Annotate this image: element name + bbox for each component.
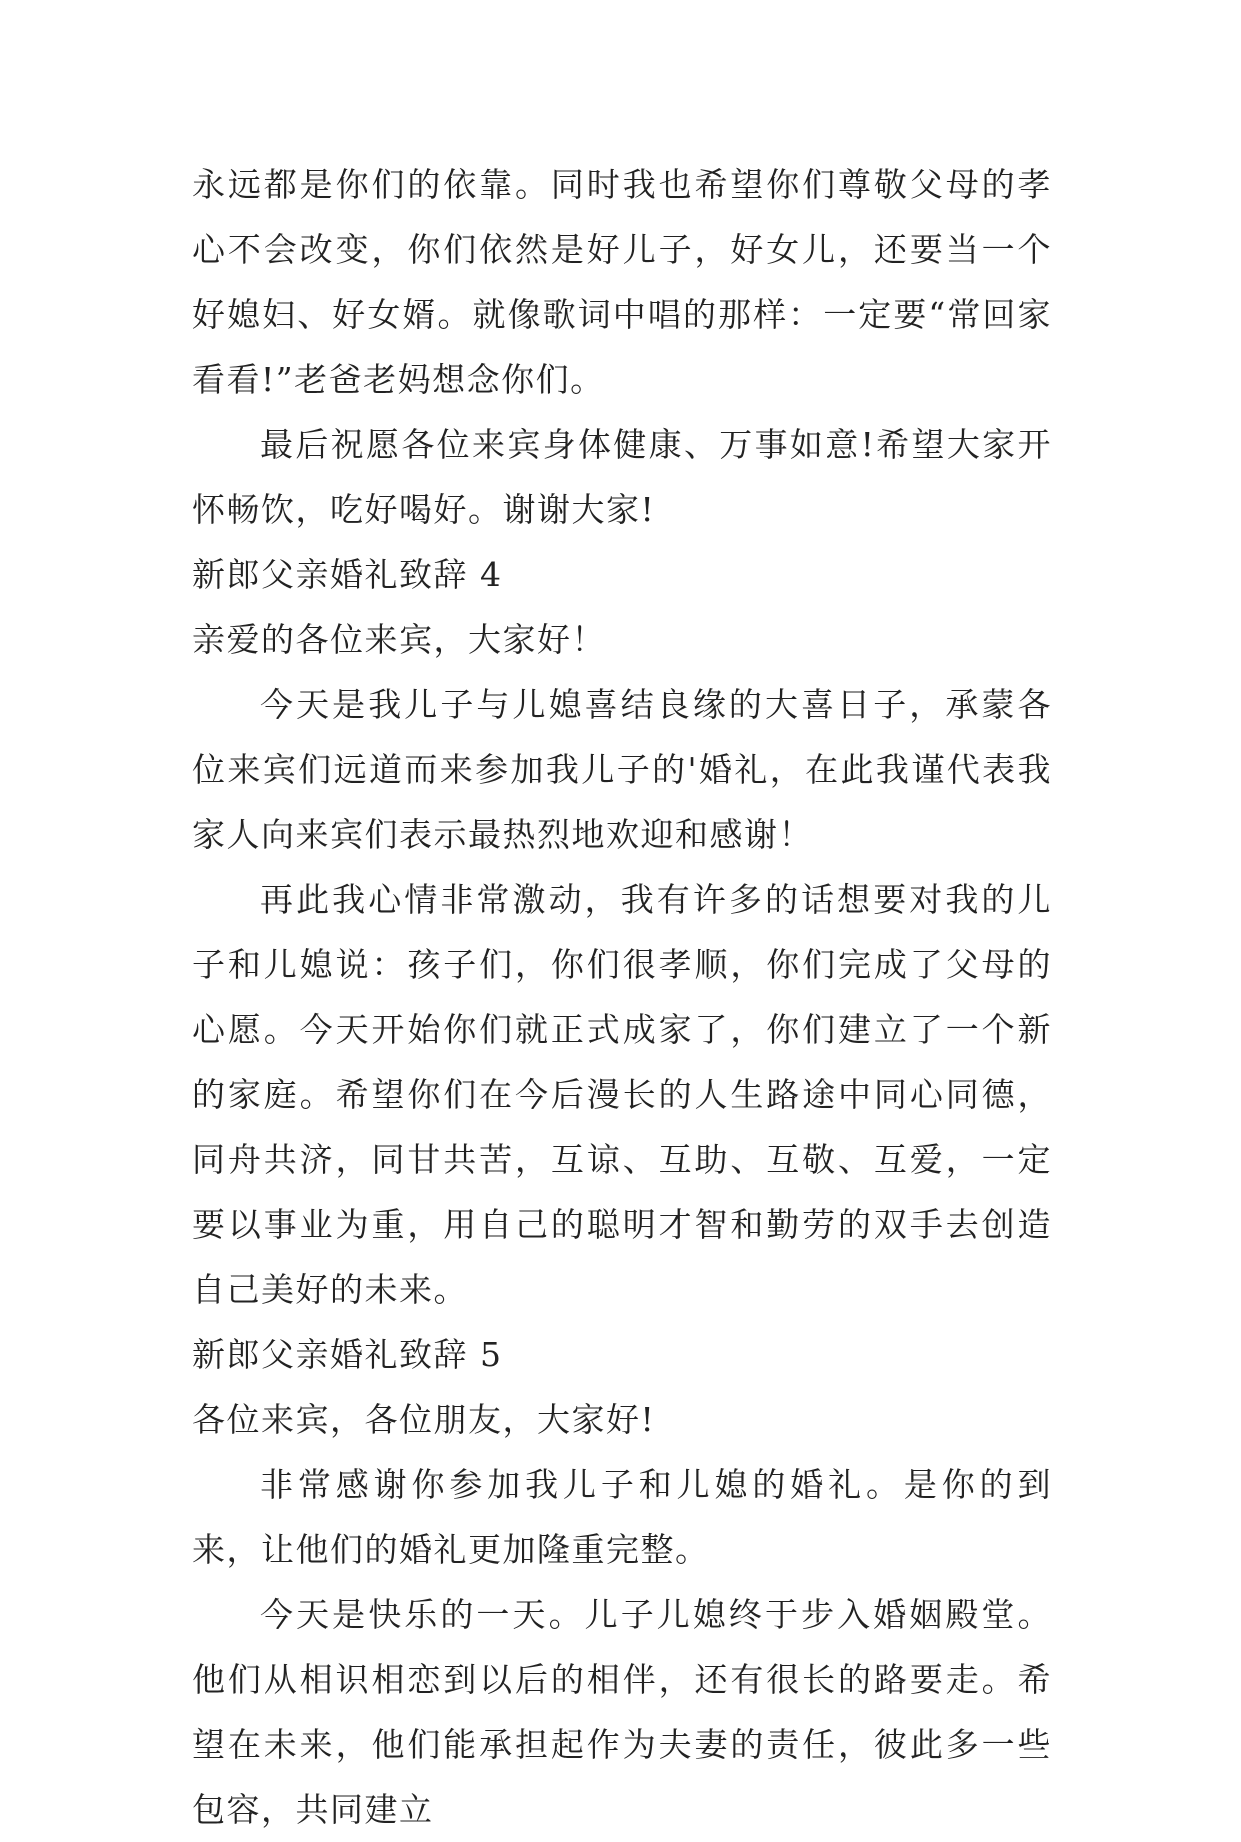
paragraph: 永远都是你们的依靠。同时我也希望你们尊敬父母的孝心不会改变，你们依然是好儿子，好女儿，还要当一个好媳妇、好女婿。就像歌词中唱的那样：一定要“常回家看看!”老爸老妈想念你们。 xyxy=(192,165,1052,399)
document-body xyxy=(192,152,1052,1842)
paragraph: 亲爱的各位来宾，大家好！ xyxy=(192,620,606,659)
section-heading: 新郎父亲婚礼致辞 4 xyxy=(192,555,503,594)
paragraph: 非常感谢你参加我儿子和儿媳的婚礼。是你的到来，让他们的婚礼更加隆重完整。 xyxy=(192,1465,1052,1569)
section-heading: 新郎父亲婚礼致辞 5 xyxy=(192,1335,503,1374)
paragraph: 各位来宾，各位朋友，大家好! xyxy=(192,1400,656,1439)
paragraph: 今天是快乐的一天。儿子儿媳终于步入婚姻殿堂。他们从相识相恋到以后的相伴，还有很长的路要走。希望在未来，他们能承担起作为夫妻的责任，彼此多一些包容，共同建立 xyxy=(192,1595,1052,1829)
paragraph: 再此我心情非常激动，我有许多的话想要对我的儿子和儿媳说：孩子们，你们很孝顺，你们完成了父母的心愿。今天开始你们就正式成家了，你们建立了一个新的家庭。希望你们在今后漫长的人生路途中同心同德，同舟共济，同甘共苦，互谅、互助、互敬、互爱，一定要以事业为重，用自己的聪明才智和勤劳的双手去创造自己美好的未来。 xyxy=(192,880,1052,1309)
paragraph: 最后祝愿各位来宾身体健康、万事如意!希望大家开怀畅饮，吃好喝好。谢谢大家! xyxy=(192,425,1052,529)
paragraph: 今天是我儿子与儿媳喜结良缘的大喜日子，承蒙各位来宾们远道而来参加我儿子的'婚礼，在此我谨代表我家人向来宾们表示最热烈地欢迎和感谢！ xyxy=(192,685,1052,854)
